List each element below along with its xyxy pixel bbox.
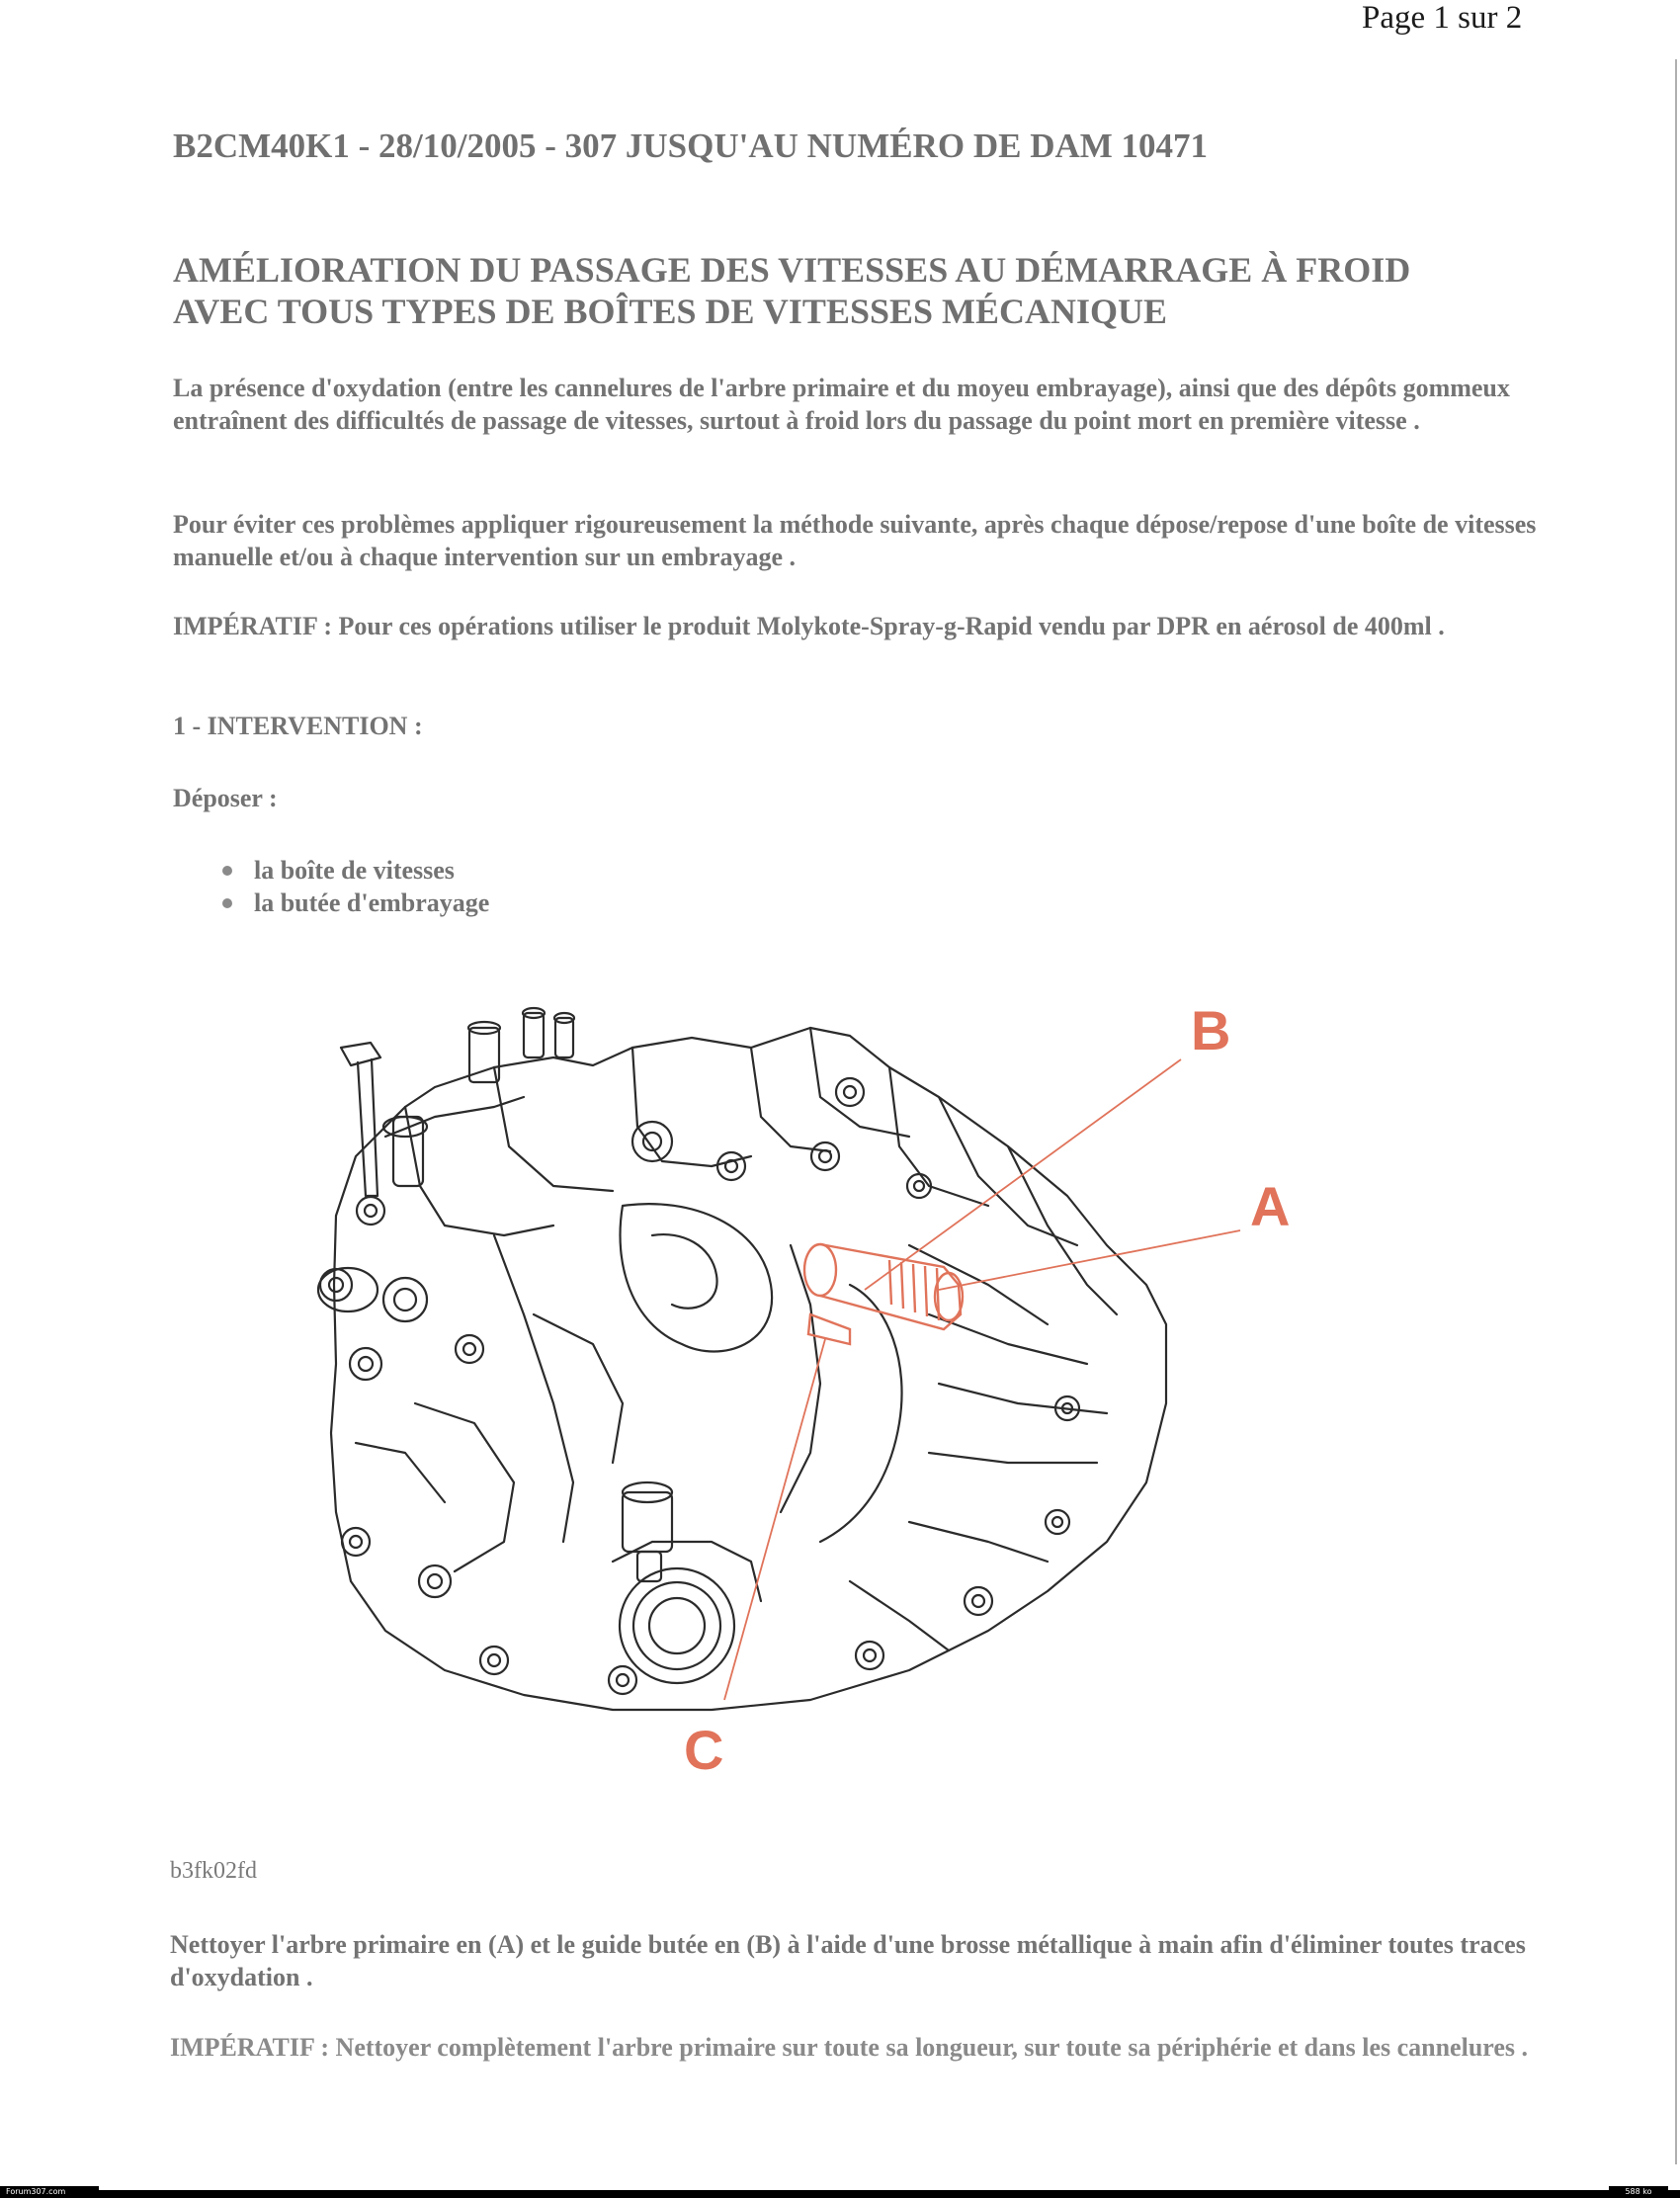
document-title bbox=[173, 249, 1556, 332]
removal-list bbox=[222, 854, 489, 919]
callout-leaders bbox=[724, 1059, 1240, 1700]
bullet-icon bbox=[222, 866, 232, 876]
document-reference: B2CM40K1 - 28/10/2005 - 307 JUSQU'AU NUMÉRO DE DAM 10471 bbox=[173, 127, 1209, 165]
paragraph-imperatif-clean: IMPÉRATIF : Nettoyer complètement l'arbre primaire sur toute sa longueur, sur toute sa périphérie et dans les cannelures . bbox=[170, 2033, 1529, 2062]
section-heading: 1 - INTERVENTION : bbox=[173, 712, 423, 740]
list-item: la boîte de vitesses bbox=[222, 854, 489, 887]
paragraph-clean-shaft: Nettoyer l'arbre primaire en (A) et le guide butée en (B) à l'aide d'une brosse métallique à main afin d'éliminer toutes traces d'oxydation . bbox=[170, 1930, 1526, 1991]
callout-c: C bbox=[684, 1719, 724, 1781]
list-item: la butée d'embrayage bbox=[222, 887, 489, 919]
title-line-1: AMÉLIORATION DU PASSAGE DES VITESSES AU DÉMARRAGE À FROID bbox=[173, 250, 1411, 290]
callout-b: B bbox=[1191, 999, 1231, 1061]
paragraph-oxidation: La présence d'oxydation (entre les cannelures de l'arbre primaire et du moyeu embrayage), ainsi que des dépôts gommeux entraînent des difficultés de passage de vitesses, surtout à froid lors du passage du point mort en première vitesse . bbox=[173, 374, 1510, 435]
gearbox-outline bbox=[318, 1008, 1166, 1710]
footer-site-label: Forum307.com bbox=[0, 2186, 99, 2198]
footer-size-label: 588 ko bbox=[1609, 2186, 1668, 2198]
callout-a: A bbox=[1250, 1175, 1291, 1237]
footer-bar bbox=[0, 2190, 1680, 2198]
figure-caption: b3fk02fd bbox=[170, 1858, 257, 1884]
title-line-2: AVEC TOUS TYPES DE BOÎTES DE VITESSES MÉCANIQUE bbox=[173, 292, 1168, 331]
bullet-icon bbox=[222, 898, 232, 908]
paragraph-imperatif-product: IMPÉRATIF : Pour ces opérations utiliser le produit Molykote-Spray-g-Rapid vendu par DPR en aérosol de 400ml . bbox=[173, 612, 1445, 640]
gearbox-diagram bbox=[296, 988, 1344, 1809]
paragraph-method: Pour éviter ces problèmes appliquer rigoureusement la méthode suivante, après chaque dépose/repose d'une boîte de vitesses manuelle et/ou à chaque intervention sur un embrayage . bbox=[173, 510, 1537, 571]
scan-edge-line bbox=[1675, 59, 1677, 2164]
lead-in: Déposer : bbox=[173, 784, 278, 812]
page-number: Page 1 sur 2 bbox=[1362, 0, 1523, 36]
